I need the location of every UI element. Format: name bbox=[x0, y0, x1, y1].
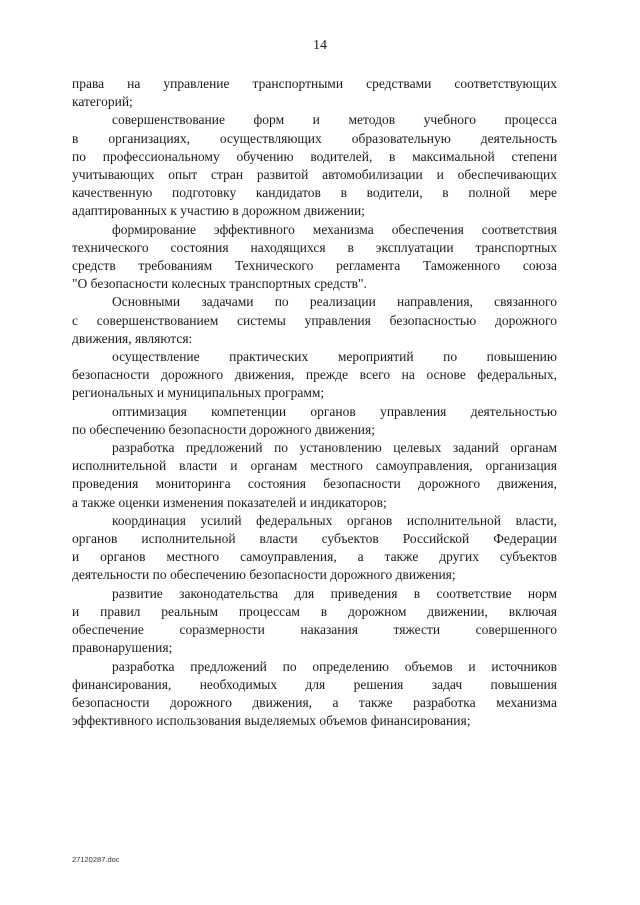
text-line: осуществление практических мероприятий по повышению bbox=[112, 349, 557, 365]
paragraph bbox=[72, 403, 557, 439]
text-line: правонарушения; bbox=[72, 640, 173, 656]
text-line: Основными задачами по реализации направления, связанного bbox=[112, 294, 557, 310]
text-line: координация усилий федеральных органов исполнительной власти, bbox=[112, 512, 557, 528]
text-line: безопасности дорожного движения, прежде всего на основе федеральных, bbox=[72, 367, 557, 383]
paragraph bbox=[72, 111, 557, 220]
text-line: движения, являются: bbox=[72, 330, 193, 346]
text-line: проведения мониторинга состояния безопасности дорожного движения, bbox=[72, 476, 557, 492]
paragraph bbox=[72, 512, 557, 585]
text-line: а также оценки изменения показателей и индикаторов; bbox=[72, 494, 387, 510]
text-line: развитие законодательства для приведения в соответствие норм bbox=[112, 585, 557, 601]
text-line: органов исполнительной власти субъектов Российской Федерации bbox=[72, 531, 557, 547]
text-line: средств требованиям Технического регламента Таможенного союза bbox=[72, 258, 557, 274]
paragraph bbox=[72, 75, 557, 111]
text-line: "О безопасности колесных транспортных средств". bbox=[72, 276, 367, 292]
text-line: права на управление транспортными средствами соответствующих bbox=[72, 76, 557, 91]
text-line: региональных и муниципальных программ; bbox=[72, 385, 325, 401]
paragraph bbox=[72, 293, 557, 348]
text-line: адаптированных к участию в дорожном движении; bbox=[72, 203, 365, 219]
text-line: деятельности по обеспечению безопасности дорожного движения; bbox=[72, 567, 456, 583]
text-line: оптимизация компетенции органов управления деятельностью bbox=[112, 403, 557, 419]
text-line: обеспечение соразмерности наказания тяжести совершенного bbox=[72, 622, 557, 638]
text-line: и органов местного самоуправления, а также других субъектов bbox=[72, 549, 557, 565]
text-line: разработка предложений по определению объемов и источников bbox=[112, 658, 557, 674]
text-line: качественную подготовку кандидатов в водители, в полной мере bbox=[72, 185, 557, 201]
text-line: совершенствование форм и методов учебного процесса bbox=[112, 112, 557, 128]
page-number: 14 bbox=[313, 38, 327, 53]
text-line: по профессиональному обучению водителей, в максимальной степени bbox=[72, 148, 557, 164]
paragraph bbox=[72, 348, 557, 403]
text-line: эффективного использования выделяемых объемов финансирования; bbox=[72, 713, 471, 729]
text-line: категорий; bbox=[72, 94, 133, 110]
text-line: с совершенствованием системы управления безопасностью дорожного bbox=[72, 312, 557, 328]
text-line: разработка предложений по установлению целевых заданий органам bbox=[112, 440, 557, 456]
text-line: безопасности дорожного движения, а также разработка механизма bbox=[72, 694, 557, 710]
text-line: учитывающих опыт стран развитой автомобилизации и обеспечивающих bbox=[72, 167, 557, 183]
paragraph bbox=[72, 221, 557, 294]
document-footer: 27120287.doc bbox=[72, 855, 120, 864]
text-line: в организациях, осуществляющих образовательную деятельность bbox=[72, 130, 557, 146]
text-line: и правил реальным процессам в дорожном движении, включая bbox=[72, 603, 557, 619]
body-text bbox=[72, 75, 557, 730]
text-line: технического состояния находящихся в эксплуатации транспортных bbox=[72, 239, 557, 255]
text-line: по обеспечению безопасности дорожного движения; bbox=[72, 421, 375, 437]
paragraph bbox=[72, 658, 557, 731]
text-line: финансирования, необходимых для решения задач повышения bbox=[72, 676, 557, 692]
paragraph bbox=[72, 439, 557, 512]
paragraph bbox=[72, 585, 557, 658]
text-line: формирование эффективного механизма обеспечения соответствия bbox=[112, 221, 557, 237]
text-line: исполнительной власти и органам местного самоуправления, организация bbox=[72, 458, 557, 474]
